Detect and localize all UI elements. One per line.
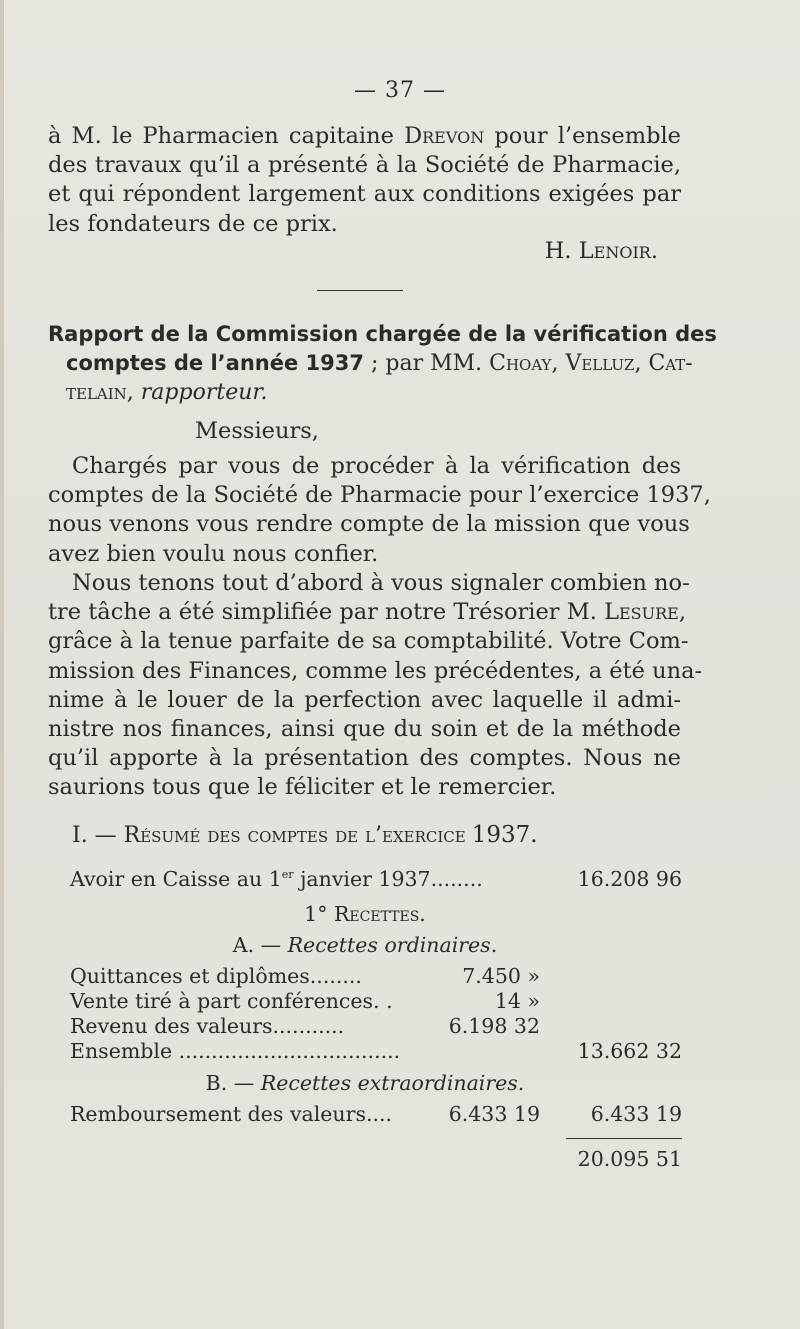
rapport-line-3: telain, rapporteur. bbox=[66, 380, 268, 405]
salutation: Messieurs, bbox=[195, 418, 319, 444]
intro-line-4: les fondateurs de ce prix. bbox=[48, 210, 338, 237]
ordinaires-row: Quittances et diplômes........ 7.450 » bbox=[70, 964, 540, 988]
intro-paragraph bbox=[48, 122, 681, 239]
name-drevon: Drevon bbox=[404, 123, 485, 149]
rapport-title bbox=[48, 320, 717, 407]
extraordinaires-heading: B. — Recettes extraordinaires. bbox=[205, 1071, 525, 1095]
ensemble-row: Ensemble .................................. 13.662 32 bbox=[70, 1039, 682, 1063]
body-paragraph-2: Nous tenons tout d’abord à vous signaler combien no- tre tâche a été simplifiée par notre Trésorier M. Lesure, grâce à la tenue parfaite de sa comptabilité. Votre Com- mission des Finances, comme les précédentes, a été una- nime à le louer de la perfection avec laquelle il admi- nistre nos finances, ainsi que du soin et de la méthode qu’il apporte à la présentation des comptes. Nous ne saurions tous que le féliciter et le remercier. bbox=[48, 570, 703, 801]
body-paragraph-1: Chargés par vous de procéder à la vérification des comptes de la Société de Pharmacie pour l’exercice 1937, nous venons vous rendre compte de la mission que vous avez bien voulu nous confier. bbox=[48, 453, 711, 567]
page-edge bbox=[0, 0, 4, 1329]
remboursement-row: Remboursement des valeurs.... 6.433 19 6.433 19 bbox=[70, 1102, 682, 1126]
ordinaires-heading: A. — Recettes ordinaires. bbox=[232, 933, 498, 957]
rapport-line-1: Rapport de la Commission chargée de la vérification des bbox=[48, 322, 717, 346]
total-amount: 20.095 51 bbox=[577, 1147, 682, 1171]
separator-rule bbox=[317, 290, 403, 291]
total-rule bbox=[566, 1138, 682, 1139]
section-title: I. — Résumé des comptes de l’exercice 1937. bbox=[72, 822, 538, 848]
intro-line-2: des travaux qu’il a présenté à la Société de Pharmacie, bbox=[48, 152, 681, 179]
recettes-heading: 1° Recettes. bbox=[304, 902, 426, 926]
ordinaires-row: Vente tiré à part conférences. . 14 » bbox=[70, 989, 540, 1013]
intro-line-3: et qui répondent largement aux conditions exigées par bbox=[48, 181, 681, 208]
rapport-line-2: comptes de l’année 1937 ; par MM. Choay, Velluz, Cat- bbox=[66, 351, 693, 376]
total-row bbox=[70, 1147, 682, 1173]
avoir-amount: 16.208 96 bbox=[577, 867, 682, 891]
ordinaires-row: Revenu des valeurs........... 6.198 32 bbox=[70, 1014, 540, 1038]
name-lesure: Lesure, bbox=[604, 599, 687, 626]
page-number: — 37 — bbox=[354, 78, 446, 103]
intro-line-1: à M. le Pharmacien capitaine Drevon pour l’ensemble bbox=[48, 123, 681, 149]
avoir-row: Avoir en Caisse au 1er janvier 1937........ 16.208 96 bbox=[70, 867, 682, 891]
signature: H. Lenoir. bbox=[544, 238, 658, 264]
